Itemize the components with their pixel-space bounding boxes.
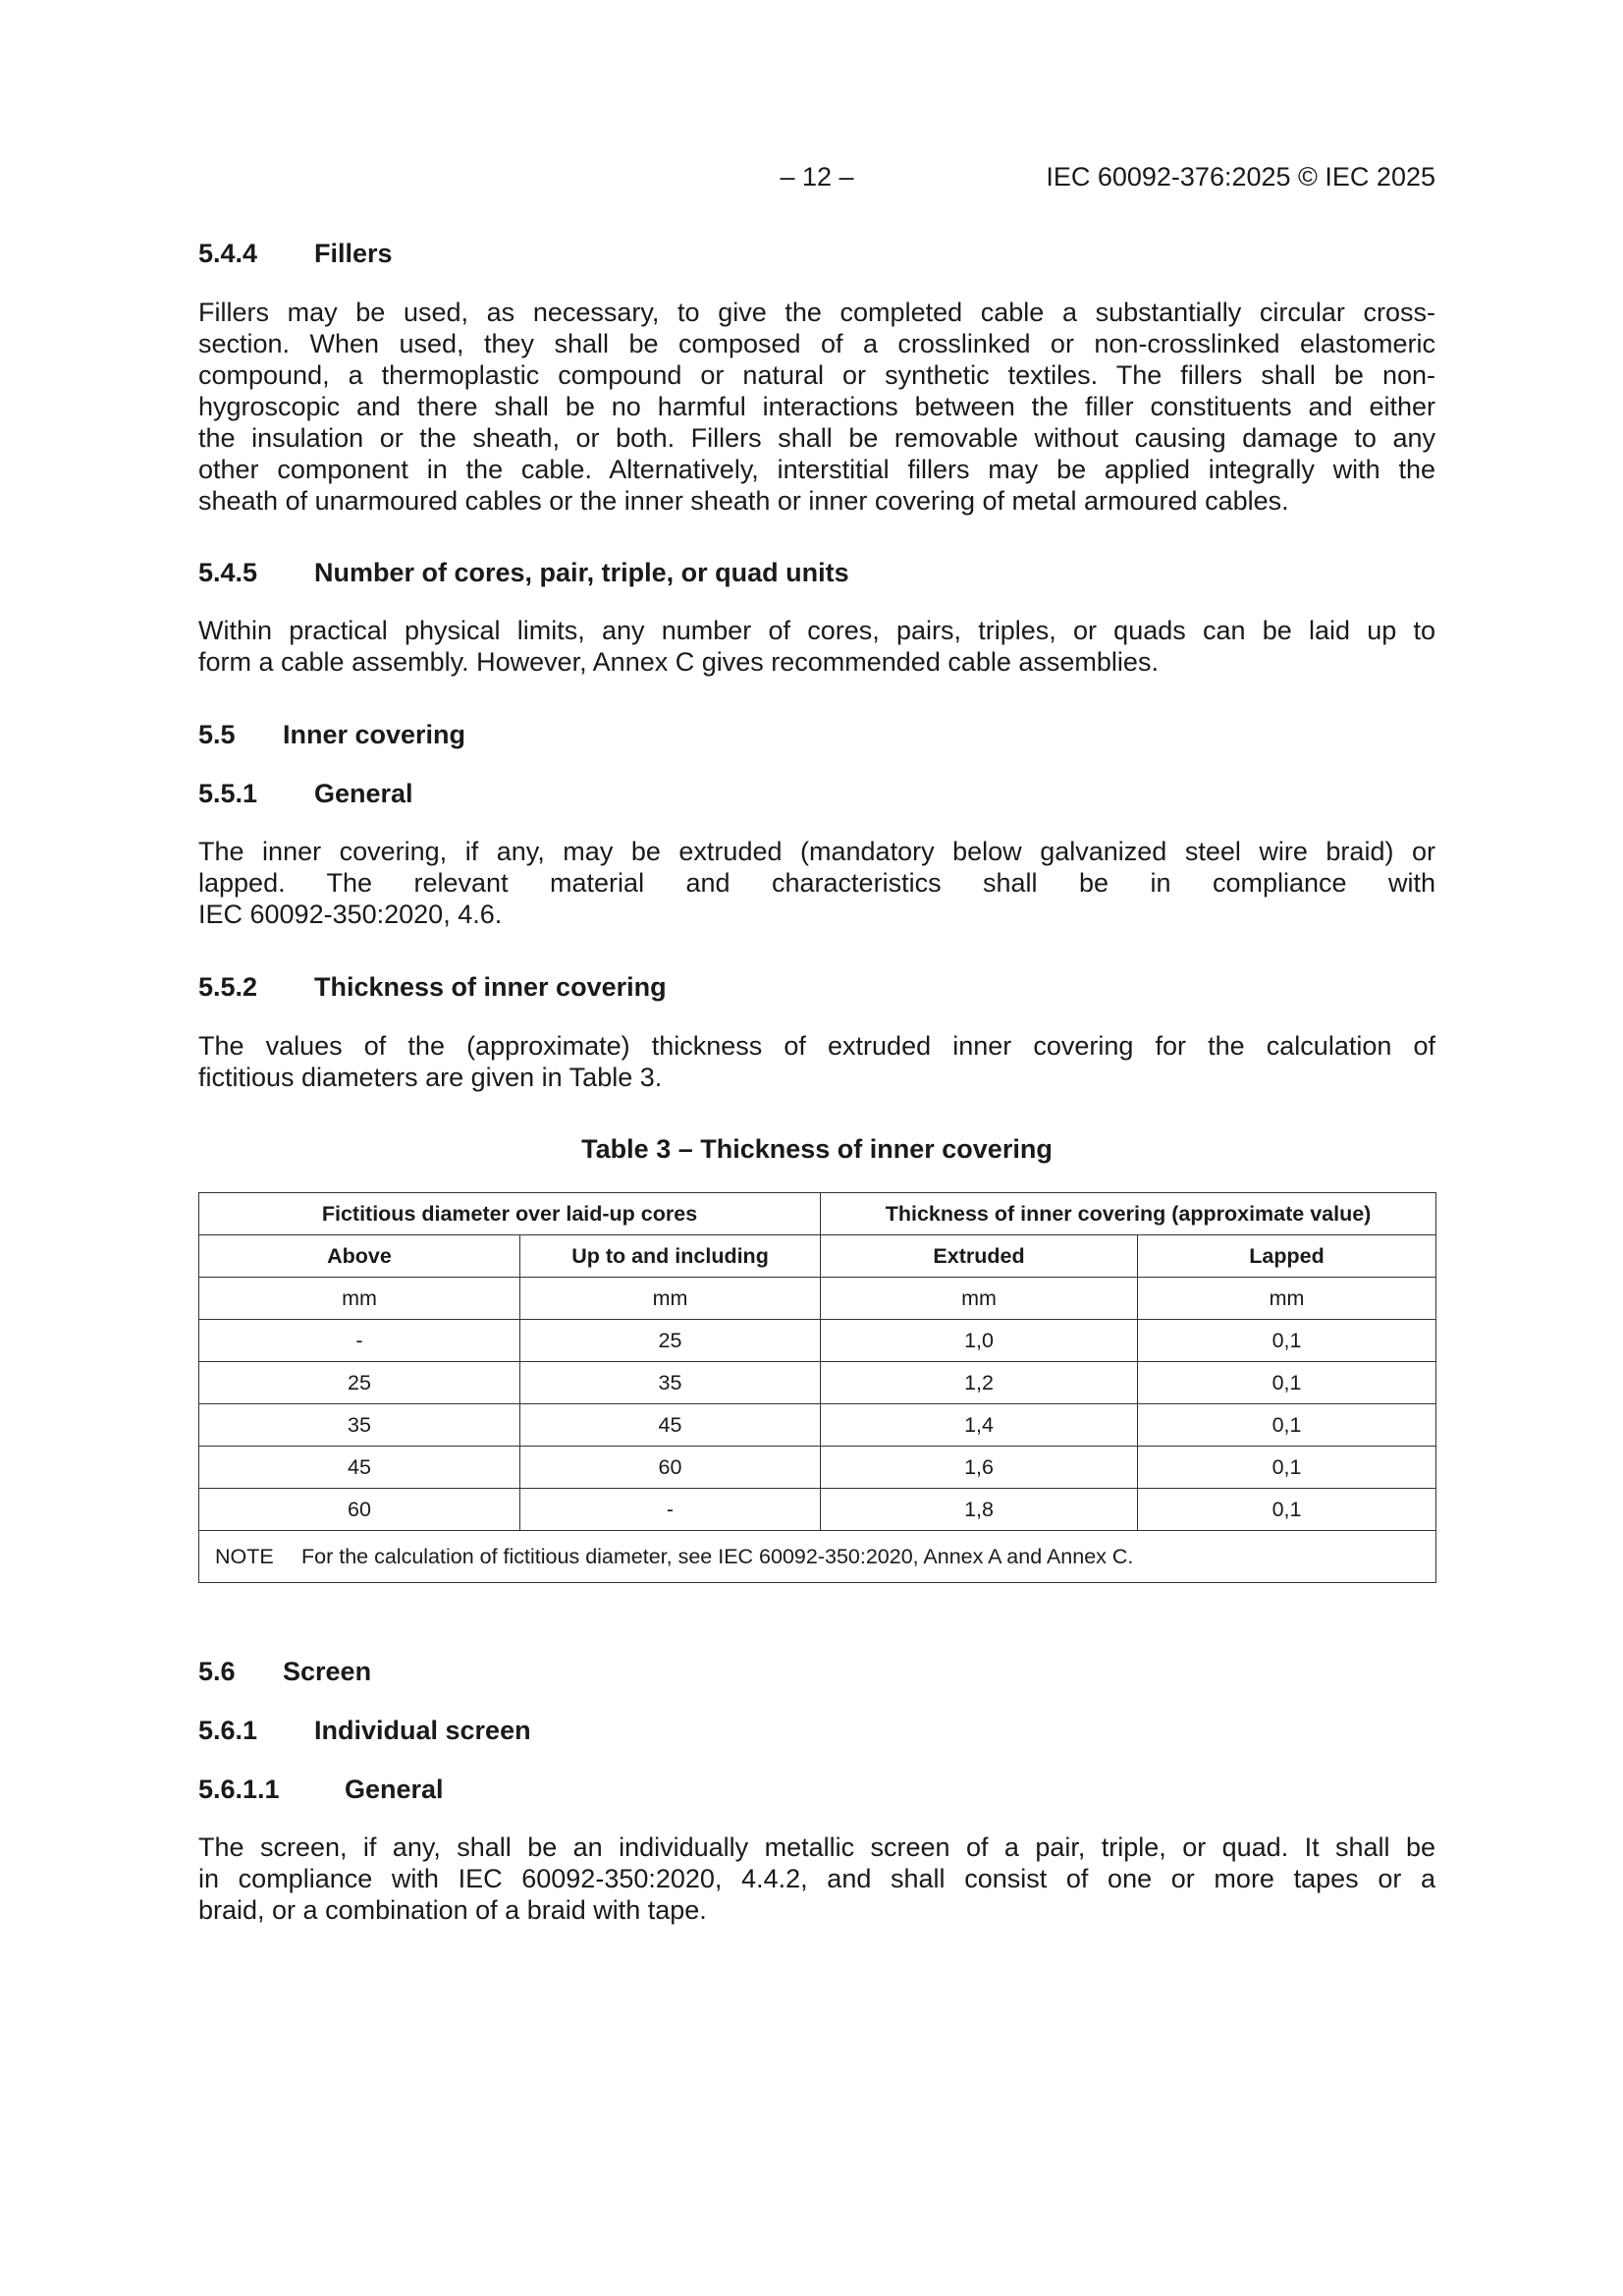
heading-5-5 (198, 719, 1435, 750)
table-cell: 60 (520, 1447, 821, 1489)
heading-5-4-5 (198, 557, 1435, 588)
heading-title: Screen (283, 1657, 372, 1686)
table-3 (198, 1192, 1436, 1583)
table-cell: 60 (199, 1489, 520, 1531)
text-line: braid, or a combination of a braid with tape. (198, 1895, 707, 1925)
heading-5-5-1 (198, 778, 1435, 809)
heading-number: 5.5.1 (198, 779, 258, 808)
text-line: fictitious diameters are given in Table 3. (198, 1063, 663, 1092)
heading-5-6-1 (198, 1715, 1435, 1746)
text-line: the insulation or the sheath, or both. Fillers shall be removable without causing damage to any (198, 423, 1435, 453)
table-cell: 0,1 (1138, 1447, 1436, 1489)
text-line: Fillers may be used, as necessary, to give the completed cable a substantially circular cross- (198, 298, 1435, 327)
paragraph-fillers (198, 297, 1435, 517)
note-text: For the calculation of fictitious diameter, see IEC 60092-350:2020, Annex A and Annex C. (301, 1544, 1134, 1568)
unit-cell: mm (199, 1278, 520, 1320)
table-units-row (199, 1278, 1436, 1320)
table-note (199, 1531, 1436, 1583)
heading-number: 5.6 (198, 1657, 236, 1686)
table-cell: 45 (199, 1447, 520, 1489)
heading-5-4-4 (198, 238, 1435, 269)
table-cell: 0,1 (1138, 1320, 1436, 1362)
heading-title: Thickness of inner covering (314, 972, 667, 1002)
column-header-above: Above (199, 1235, 520, 1278)
table-note-row (199, 1531, 1436, 1583)
table-cell: 0,1 (1138, 1489, 1436, 1531)
table-caption: Table 3 – Thickness of inner covering (581, 1134, 1053, 1164)
table-row (199, 1320, 1436, 1362)
heading-number: 5.6.1 (198, 1716, 258, 1745)
group-header-thickness: Thickness of inner covering (approximate value) (821, 1193, 1436, 1235)
text-line: hygroscopic and there shall be no harmful interactions between the filler constituents and either (198, 392, 1435, 421)
heading-number: 5.5 (198, 720, 236, 749)
heading-title: Fillers (314, 239, 393, 268)
table-row (199, 1362, 1436, 1404)
table-column-header-row (199, 1235, 1436, 1278)
unit-cell: mm (1138, 1278, 1436, 1320)
text-line: sheath of unarmoured cables or the inner sheath or inner covering of metal armoured cables. (198, 486, 1289, 516)
heading-title: Individual screen (314, 1716, 531, 1745)
table-cell: 25 (199, 1362, 520, 1404)
text-line: The inner covering, if any, may be extruded (mandatory below galvanized steel wire braid) or (198, 837, 1435, 866)
heading-number: 5.6.1.1 (198, 1775, 280, 1804)
heading-title: Number of cores, pair, triple, or quad units (314, 558, 849, 587)
page-number: – 12 – (780, 162, 854, 191)
heading-5-5-2 (198, 971, 1435, 1003)
table-cell: 0,1 (1138, 1404, 1436, 1447)
heading-number: 5.5.2 (198, 972, 258, 1002)
text-line: The values of the (approximate) thickness of extruded inner covering for the calculation of (198, 1031, 1435, 1061)
column-header-extruded: Extruded (821, 1235, 1138, 1278)
document-id: IEC 60092-376:2025 © IEC 2025 (1046, 162, 1435, 191)
paragraph-screen-general (198, 1831, 1435, 1926)
table-cell: 1,6 (821, 1447, 1138, 1489)
heading-5-6-1-1 (198, 1774, 1435, 1805)
paragraph-inner-covering-general (198, 836, 1435, 930)
text-line: The screen, if any, shall be an individually metallic screen of a pair, triple, or quad. It shall be (198, 1832, 1435, 1862)
text-line: Within practical physical limits, any number of cores, pairs, triples, or quads can be laid up to (198, 616, 1435, 645)
paragraph-thickness (198, 1030, 1435, 1093)
column-header-up-to: Up to and including (520, 1235, 821, 1278)
group-header-fictitious-diameter: Fictitious diameter over laid-up cores (199, 1193, 821, 1235)
table-cell: 45 (520, 1404, 821, 1447)
table-cell: 1,2 (821, 1362, 1138, 1404)
paragraph-number-of-cores (198, 615, 1435, 678)
table-row (199, 1447, 1436, 1489)
unit-cell: mm (520, 1278, 821, 1320)
table-cell: - (199, 1320, 520, 1362)
text-line: compound, a thermoplastic compound or natural or synthetic textiles. The fillers shall be non- (198, 360, 1435, 390)
page-header (198, 161, 1435, 192)
table-row (199, 1489, 1436, 1531)
column-header-lapped: Lapped (1138, 1235, 1436, 1278)
heading-title: General (345, 1775, 444, 1804)
table-cell: 0,1 (1138, 1362, 1436, 1404)
heading-5-6 (198, 1656, 1435, 1687)
text-line: form a cable assembly. However, Annex C gives recommended cable assemblies. (198, 647, 1159, 677)
table-row (199, 1404, 1436, 1447)
text-line: other component in the cable. Alternatively, interstitial fillers may be applied integrally with the (198, 455, 1435, 484)
table-cell: 35 (520, 1362, 821, 1404)
text-line: section. When used, they shall be composed of a crosslinked or non-crosslinked elastomeric (198, 329, 1435, 358)
heading-number: 5.4.4 (198, 239, 258, 268)
unit-cell: mm (821, 1278, 1138, 1320)
table-cell: 25 (520, 1320, 821, 1362)
text-line: lapped. The relevant material and characteristics shall be in compliance with (198, 868, 1435, 898)
heading-title: General (314, 779, 413, 808)
text-line: IEC 60092-350:2020, 4.6. (198, 900, 503, 929)
table-cell: 1,8 (821, 1489, 1138, 1531)
table-group-header-row (199, 1193, 1436, 1235)
note-label: NOTE (215, 1544, 274, 1568)
table-cell: 1,4 (821, 1404, 1138, 1447)
text-line: in compliance with IEC 60092-350:2020, 4.4.2, and shall consist of one or more tapes or a (198, 1864, 1435, 1893)
table-cell: 1,0 (821, 1320, 1138, 1362)
heading-number: 5.4.5 (198, 558, 258, 587)
table-cell: - (520, 1489, 821, 1531)
table-cell: 35 (199, 1404, 520, 1447)
heading-title: Inner covering (283, 720, 466, 749)
